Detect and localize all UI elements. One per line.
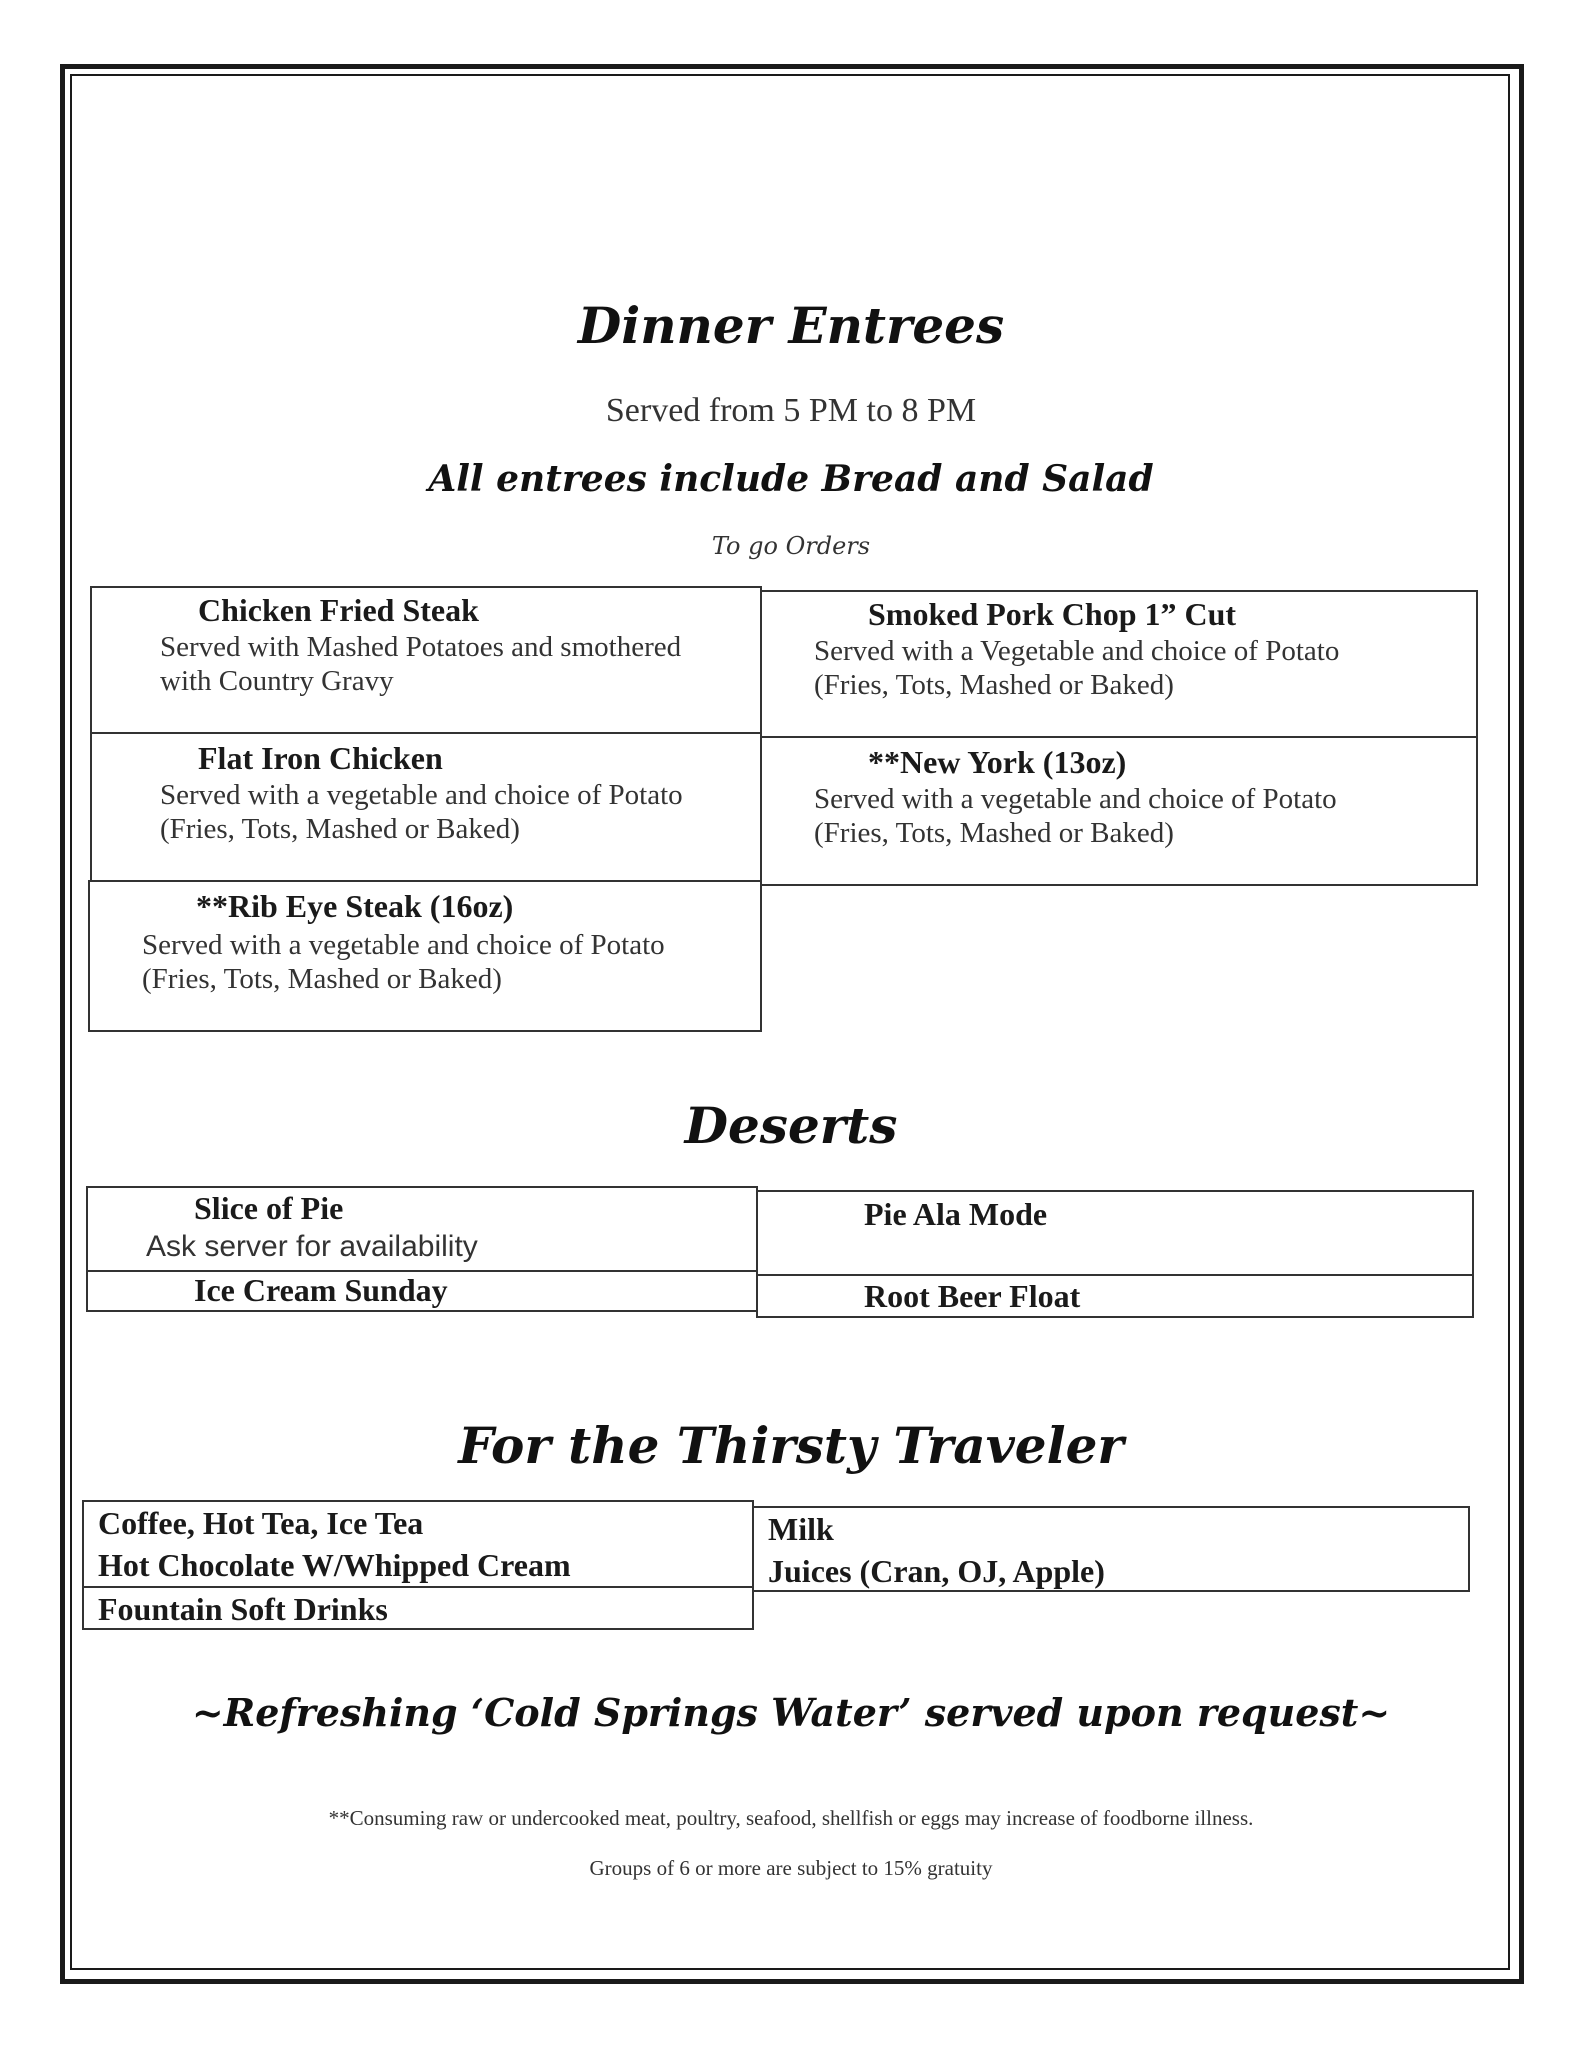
entree-name: Smoked Pork Chop 1” Cut — [868, 596, 1237, 632]
gratuity-note: Groups of 6 or more are subject to 15% gratuity — [589, 1856, 993, 1880]
desert-name: Root Beer Float — [864, 1278, 1081, 1314]
drink-line: Coffee, Hot Tea, Ice Tea — [98, 1505, 424, 1541]
drink-line: Milk — [768, 1511, 834, 1547]
drink-cell — [82, 1500, 754, 1588]
drink-cell — [82, 1586, 754, 1630]
entree-cell — [88, 880, 762, 1032]
desert-cell — [756, 1274, 1474, 1318]
entree-desc: Served with a vegetable and choice of Potato — [142, 929, 665, 961]
desert-desc: Ask server for availability — [146, 1230, 478, 1263]
entree-name: **New York (13oz) — [868, 744, 1127, 780]
entree-desc: (Fries, Tots, Mashed or Baked) — [814, 669, 1174, 701]
desert-name: Ice Cream Sunday — [194, 1272, 448, 1308]
drink-line: Fountain Soft Drinks — [98, 1591, 388, 1627]
desert-cell — [86, 1270, 758, 1312]
to-go-orders: To go Orders — [711, 532, 871, 560]
dinner-title: Dinner Entrees — [577, 296, 1005, 355]
drink-line: Juices (Cran, OJ, Apple) — [768, 1553, 1105, 1589]
entree-desc: Served with Mashed Potatoes and smothered — [160, 631, 682, 663]
entree-desc: (Fries, Tots, Mashed or Baked) — [142, 963, 502, 995]
food-safety-warning: **Consuming raw or undercooked meat, poultry, seafood, shellfish or eggs may increase of foodborne illness. — [328, 1806, 1254, 1830]
desert-name: Slice of Pie — [194, 1190, 344, 1226]
desert-cell — [756, 1190, 1474, 1276]
entree-desc: with Country Gravy — [160, 665, 394, 697]
entree-desc: Served with a vegetable and choice of Potato — [814, 783, 1337, 815]
deserts-title: Deserts — [684, 1096, 898, 1155]
desert-cell — [86, 1186, 758, 1272]
entree-desc: (Fries, Tots, Mashed or Baked) — [160, 813, 520, 845]
entree-name: Chicken Fried Steak — [198, 592, 479, 628]
dinner-hours: Served from 5 PM to 8 PM — [605, 392, 977, 429]
drink-cell — [752, 1506, 1470, 1592]
entree-cell — [760, 736, 1478, 886]
entree-cell — [90, 586, 762, 734]
drinks-title: For the Thirsty Traveler — [458, 1416, 1124, 1475]
desert-name: Pie Ala Mode — [864, 1196, 1048, 1232]
water-note: ~Refreshing ‘Cold Springs Water’ served upon request~ — [191, 1690, 1391, 1735]
entree-name: Flat Iron Chicken — [198, 740, 443, 776]
entree-desc: (Fries, Tots, Mashed or Baked) — [814, 817, 1174, 849]
entree-desc: Served with a Vegetable and choice of Potato — [814, 635, 1340, 667]
entree-name: **Rib Eye Steak (16oz) — [196, 888, 514, 924]
drink-line: Hot Chocolate W/Whipped Cream — [98, 1547, 571, 1583]
entree-cell — [760, 590, 1478, 738]
dinner-includes: All entrees include Bread and Salad — [428, 458, 1154, 500]
entree-cell — [90, 732, 762, 882]
entree-desc: Served with a vegetable and choice of Potato — [160, 779, 683, 811]
